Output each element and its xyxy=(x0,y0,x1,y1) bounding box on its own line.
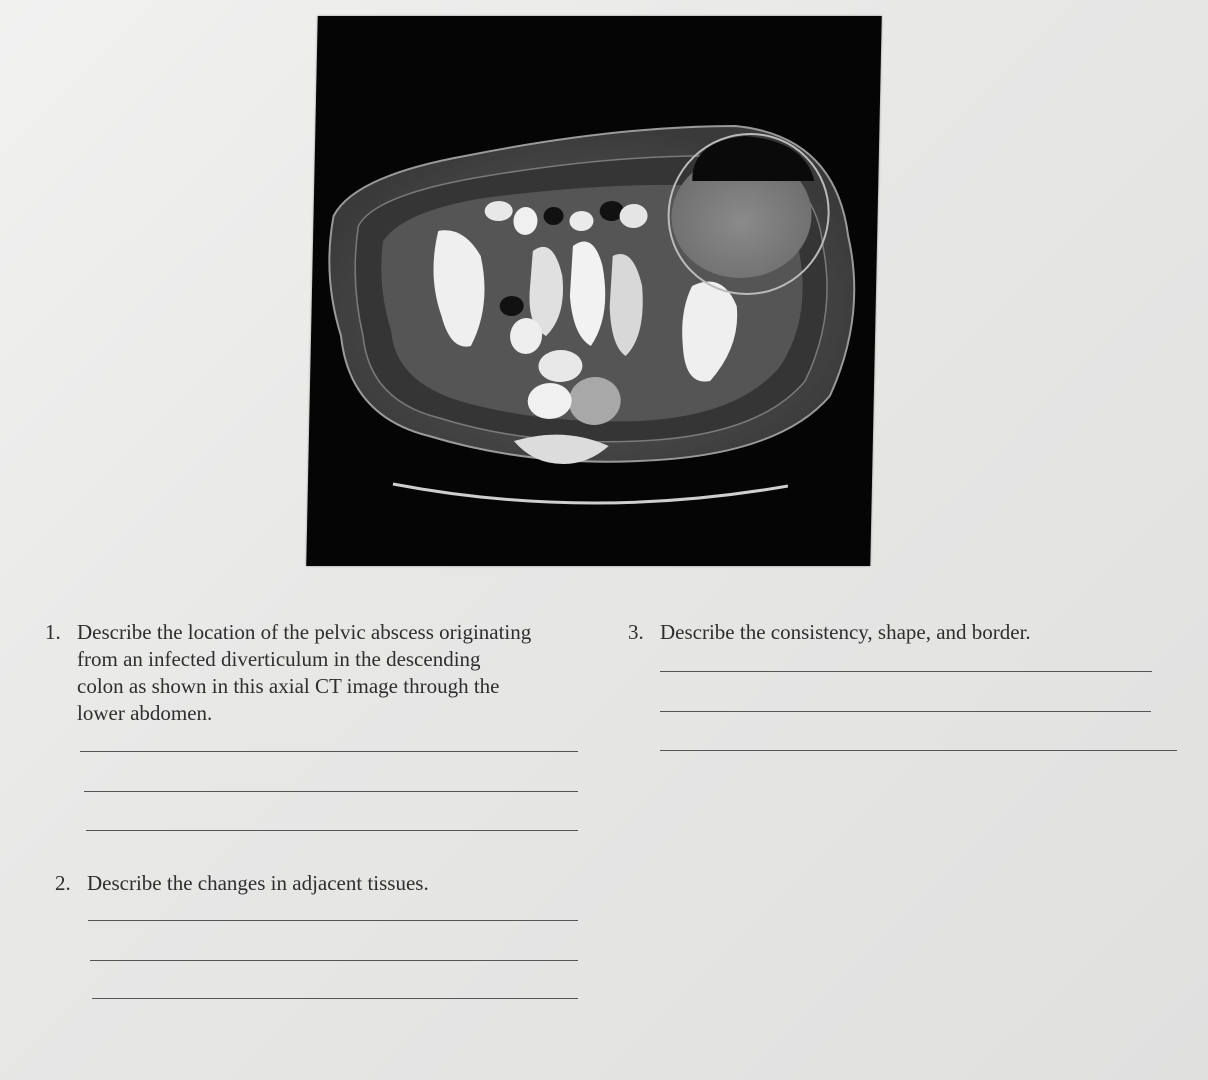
answer-line[interactable] xyxy=(84,791,578,792)
answer-line[interactable] xyxy=(86,830,578,831)
answer-line[interactable] xyxy=(80,751,578,752)
question-number: 3. xyxy=(628,620,644,644)
question-text: Describe the changes in adjacent tissues. xyxy=(87,871,429,895)
answer-line[interactable] xyxy=(660,750,1177,751)
question-number: 2. xyxy=(55,871,71,895)
answer-line[interactable] xyxy=(92,998,578,999)
question-number: 1. xyxy=(45,620,61,644)
answer-line[interactable] xyxy=(660,671,1152,672)
question-text: Describe the consistency, shape, and border. xyxy=(660,620,1031,644)
answer-line[interactable] xyxy=(90,960,578,961)
ct-scan-image xyxy=(306,16,882,566)
ct-scan-graphic xyxy=(306,16,882,566)
question-text: Describe the location of the pelvic abscess originating from an infected diverticulum in the descending colon as shown in this axial CT image through the lower abdomen. xyxy=(77,620,532,725)
answer-line[interactable] xyxy=(88,920,578,921)
answer-line[interactable] xyxy=(660,711,1151,712)
